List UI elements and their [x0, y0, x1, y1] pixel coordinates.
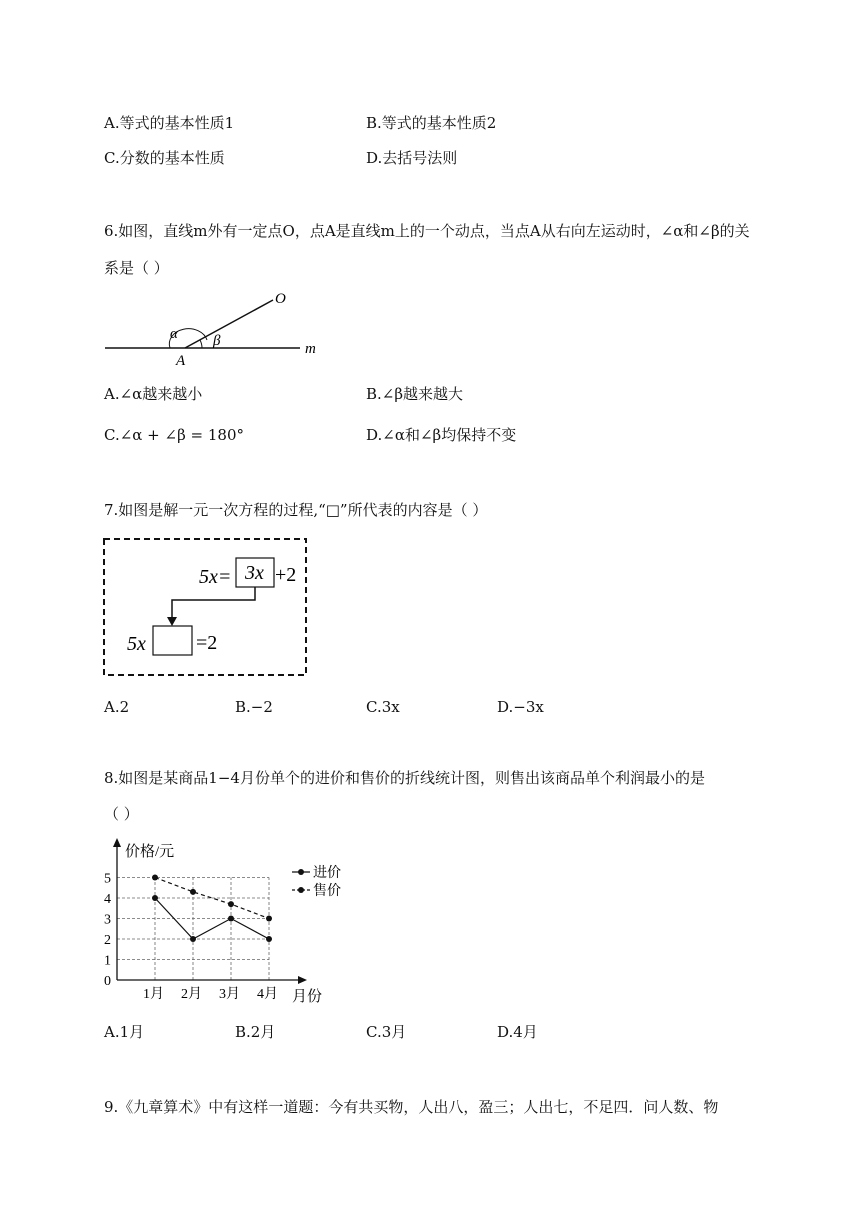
- legend-marker: [298, 887, 304, 893]
- x-tick-label: 4月: [257, 987, 278, 1002]
- legend-label: 进价: [313, 866, 341, 881]
- y-tick-label: 1: [104, 953, 111, 969]
- ray-AO: [185, 300, 273, 348]
- q6-option-a: A.∠α越来越小: [104, 385, 203, 403]
- y-axis-arrow: [113, 838, 121, 847]
- x-axis-arrow: [298, 976, 307, 984]
- q6-option-d: D.∠α和∠β均保持不变: [366, 426, 517, 444]
- eq1-box-content: 3x: [245, 562, 264, 584]
- x-tick-label: 3月: [219, 987, 240, 1002]
- y-tick-label: 3: [104, 912, 111, 928]
- eq2-box: [153, 626, 192, 655]
- q6-stem-line2: 系是（ ）: [104, 259, 169, 277]
- q6-option-b: B.∠β越来越大: [366, 385, 464, 403]
- data-point: [228, 901, 234, 907]
- y-tick-label: 4: [104, 892, 111, 907]
- q6-figure: [100, 285, 330, 370]
- arrow-head: [167, 617, 177, 626]
- eq1-left: 5x=: [199, 566, 232, 588]
- q8-line-chart: [95, 835, 341, 1010]
- label-O: O: [275, 291, 286, 307]
- label-m: m: [305, 341, 316, 357]
- data-point: [228, 916, 234, 922]
- q7-figure: [103, 538, 308, 678]
- legend-label: 售价: [313, 884, 341, 899]
- q7-option-a: A.2: [104, 698, 130, 716]
- q8-option-a: A.1月: [104, 1023, 145, 1041]
- x-tick-label: 2月: [181, 987, 202, 1002]
- data-point: [152, 875, 158, 881]
- data-point: [190, 936, 196, 942]
- eq2-right: =2: [196, 632, 218, 654]
- y-tick-label: 2: [104, 933, 111, 948]
- legend-marker: [298, 869, 304, 875]
- label-alpha: α: [170, 326, 178, 342]
- angle-beta-arc: [200, 340, 202, 348]
- y-tick-label: 0: [104, 974, 111, 989]
- q5-option-a: A.等式的基本性质1: [104, 114, 235, 132]
- label-A: A: [176, 353, 186, 369]
- q8-stem-line1: 8.如图是某商品1−4月份单个的进价和售价的折线统计图，则售出该商品单个利润最小的是: [104, 769, 705, 787]
- y-tick-label: 5: [104, 871, 111, 887]
- q5-option-c: C.分数的基本性质: [104, 149, 225, 167]
- q6-stem-line1: 6.如图，直线m外有一定点O，点A是直线m上的一个动点，当点A从右向左运动时，∠α和∠β的关: [104, 222, 750, 240]
- eq1-right: +2: [275, 564, 297, 586]
- data-point: [190, 889, 196, 895]
- q7-option-d: D.−3x: [497, 698, 544, 716]
- data-point: [266, 936, 272, 942]
- q9-stem-line1: 9.《九章算术》中有这样一道题：今有共买物，人出八，盈三；人出七，不足四．问人数、物: [104, 1098, 719, 1116]
- q7-option-c: C.3x: [366, 698, 400, 716]
- data-point: [152, 895, 158, 901]
- label-beta: β: [213, 333, 221, 349]
- q8-option-b: B.2月: [235, 1023, 276, 1041]
- y-axis-label: 价格/元: [125, 844, 175, 860]
- q7-stem: 7.如图是解一元一次方程的过程,“□”所代表的内容是（ ）: [104, 501, 488, 519]
- q6-option-c: C.∠α + ∠β = 180°: [104, 426, 244, 444]
- data-point: [266, 916, 272, 922]
- q8-stem-line2: （ ）: [104, 805, 139, 823]
- q5-option-b: B.等式的基本性质2: [366, 114, 497, 132]
- q7-option-b: B.−2: [235, 698, 273, 716]
- x-axis-label: 月份: [292, 989, 323, 1005]
- q8-option-d: D.4月: [497, 1023, 538, 1041]
- x-tick-label: 1月: [143, 987, 164, 1002]
- q8-option-c: C.3月: [366, 1023, 407, 1041]
- arrow-path: [172, 587, 255, 621]
- eq2-left: 5x: [127, 633, 146, 655]
- q5-option-d: D.去括号法则: [366, 149, 458, 167]
